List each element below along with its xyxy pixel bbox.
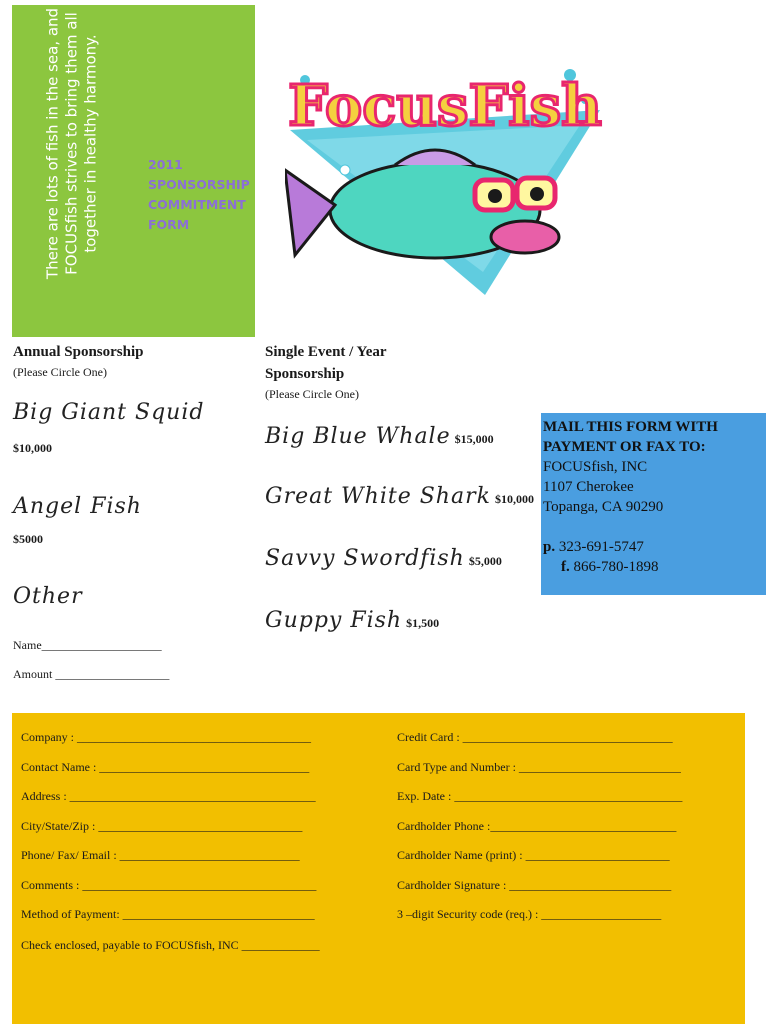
commitment-line: 2011: [148, 157, 183, 172]
single-title-line2: Sponsorship: [265, 366, 345, 382]
single-option-row: [265, 608, 439, 633]
company-field[interactable]: Company : _______________________________________: [21, 730, 311, 744]
mail-heading-line1: MAIL THIS FORM WITH: [543, 419, 718, 435]
single-note: (Please Circle One): [265, 387, 359, 401]
cardholder-phone-field[interactable]: Cardholder Phone :_______________________________: [397, 819, 677, 833]
commitment-line: COMMITMENT: [148, 197, 246, 212]
credit-card-field[interactable]: Credit Card : ___________________________________: [397, 730, 673, 744]
focusfish-logo: [285, 40, 605, 300]
option-great-white-shark[interactable]: Great White Shark: [265, 484, 491, 509]
city-state-zip-field[interactable]: City/State/Zip : __________________________________: [21, 819, 303, 833]
commitment-title: [148, 155, 258, 235]
mail-street: 1107 Cherokee: [543, 479, 634, 495]
amount-field[interactable]: Amount ___________________: [13, 667, 170, 681]
price-big-giant-squid: $10,000: [13, 441, 52, 455]
check-enclosed-field[interactable]: Check enclosed, payable to FOCUSfish, INC _____________: [21, 938, 320, 952]
price-savvy-swordfish: $5,000: [468, 554, 502, 568]
focusfish-logo-graphic: [285, 40, 605, 300]
option-guppy-fish[interactable]: Guppy Fish: [265, 608, 403, 633]
cardholder-signature-field[interactable]: Cardholder Signature : ___________________________: [397, 878, 672, 892]
phone-fax-email-field[interactable]: Phone/ Fax/ Email : ______________________________: [21, 848, 300, 862]
card-type-number-field[interactable]: Card Type and Number : ___________________________: [397, 760, 681, 774]
cardholder-name-field[interactable]: Cardholder Name (print) : ________________________: [397, 848, 670, 862]
annual-note: (Please Circle One): [13, 365, 107, 379]
single-option-row: [265, 424, 494, 449]
single-title: [265, 341, 387, 385]
phone-number: 323-691-5747: [558, 539, 644, 555]
commitment-line: SPONSORSHIP: [148, 177, 250, 192]
commitment-line: FORM: [148, 217, 190, 232]
price-guppy-fish: $1,500: [406, 616, 440, 630]
tagline: There are lots of fish in the sea, and FOCUSfish strives to bring them all together in healthy harmony.: [43, 7, 100, 280]
price-great-white-shark: $10,000: [494, 492, 534, 506]
name-field[interactable]: Name____________________: [13, 638, 162, 652]
option-big-giant-squid[interactable]: Big Giant Squid: [13, 400, 205, 425]
annual-title: Annual Sponsorship: [13, 344, 144, 360]
option-other[interactable]: Other: [13, 584, 83, 609]
exp-date-field[interactable]: Exp. Date : ______________________________________: [397, 789, 683, 803]
single-option-row: [265, 546, 502, 571]
option-savvy-swordfish[interactable]: Savvy Swordfish: [265, 546, 465, 571]
intro-panel: [12, 5, 255, 337]
fax-number: 866-780-1898: [573, 559, 659, 575]
contact-name-field[interactable]: Contact Name : ___________________________________: [21, 760, 310, 774]
price-big-blue-whale: $15,000: [454, 432, 494, 446]
mail-city: Topanga, CA 90290: [543, 499, 664, 515]
security-code-field[interactable]: 3 –digit Security code (req.) : ____________________: [397, 907, 662, 921]
comments-field[interactable]: Comments : _______________________________________: [21, 878, 317, 892]
address-field[interactable]: Address : _________________________________________: [21, 789, 316, 803]
mail-info-box: [541, 413, 766, 595]
price-angel-fish: $5000: [13, 532, 43, 546]
mail-org: FOCUSfish, INC: [543, 459, 648, 475]
option-angel-fish[interactable]: Angel Fish: [13, 494, 142, 519]
method-of-payment-field[interactable]: Method of Payment: ________________________________: [21, 907, 315, 921]
mail-fax-row: [543, 557, 764, 577]
mail-phone-row: [543, 537, 764, 557]
fax-label: f.: [561, 559, 570, 575]
single-title-line1: Single Event / Year: [265, 344, 387, 360]
payment-form: [12, 713, 745, 1024]
logo-wordmark: FocusFish: [288, 73, 602, 139]
option-big-blue-whale[interactable]: Big Blue Whale: [265, 424, 451, 449]
single-option-row: [265, 484, 534, 509]
mail-heading-line2: PAYMENT OR FAX TO:: [543, 439, 706, 455]
phone-label: p.: [543, 539, 556, 555]
